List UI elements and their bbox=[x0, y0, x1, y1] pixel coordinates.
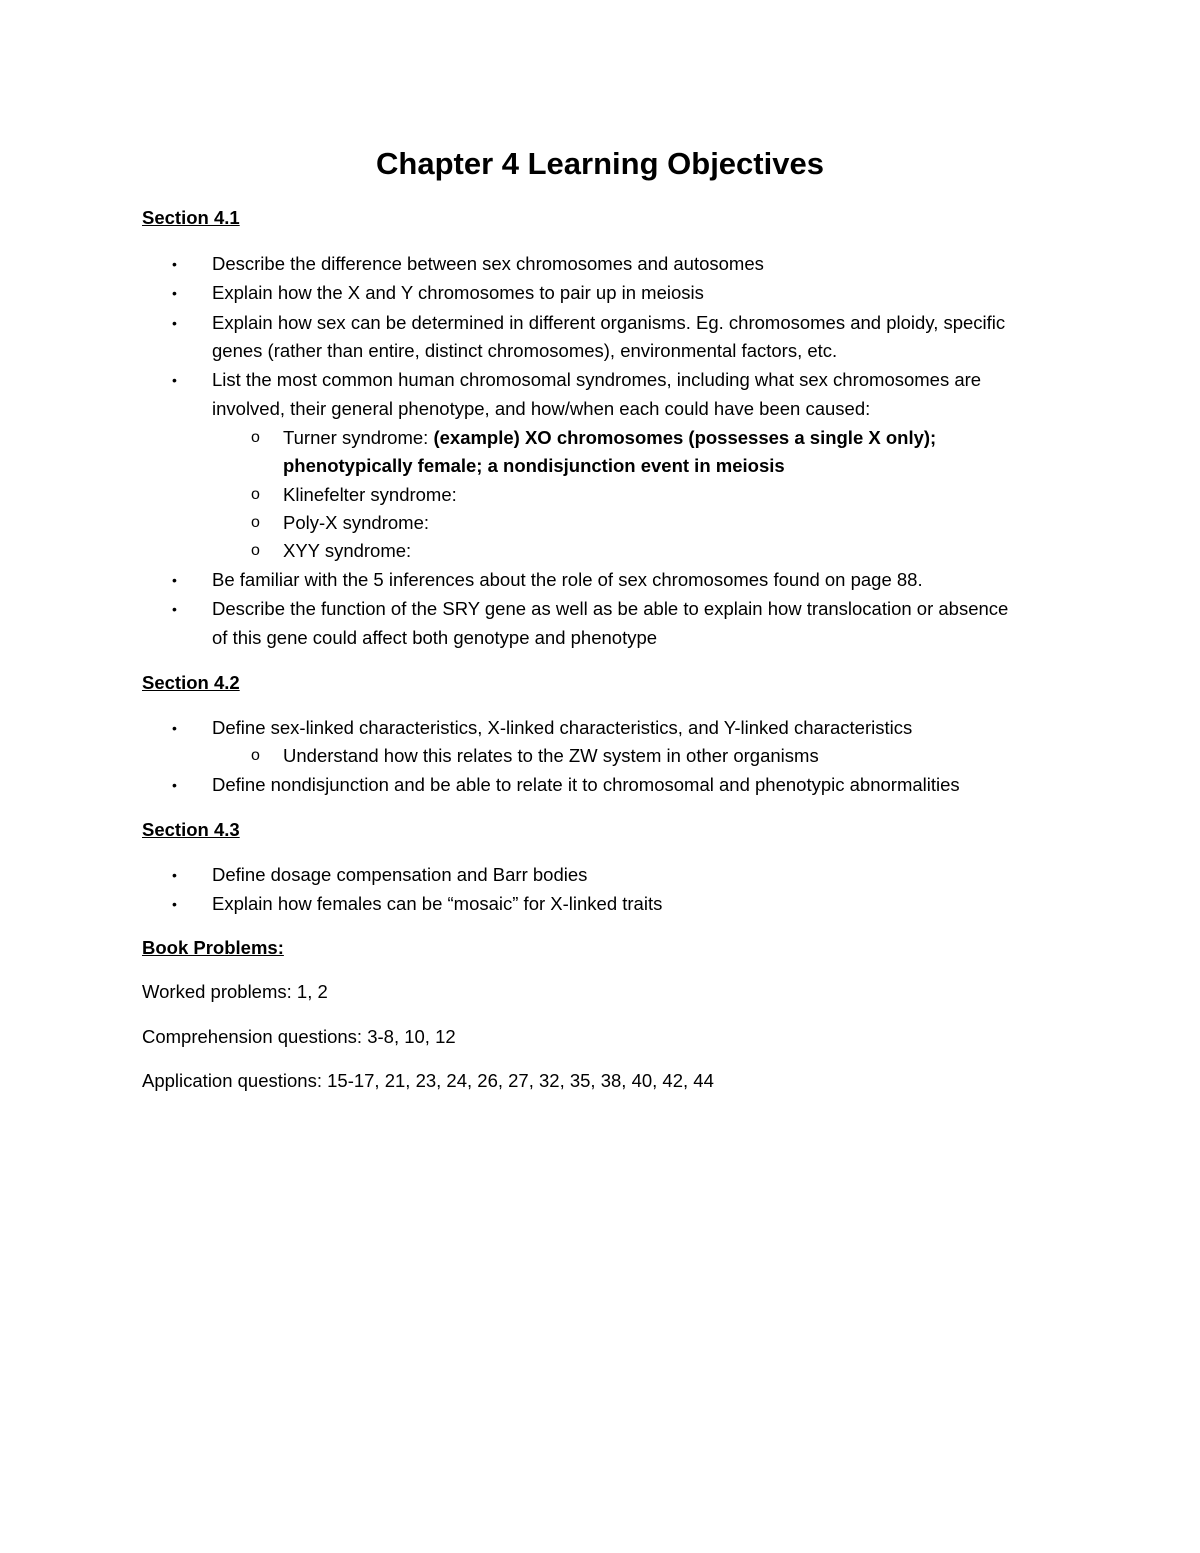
sub-bullet-icon: o bbox=[251, 486, 260, 503]
application-questions: Application questions: 15-17, 21, 23, 24, 26, 27, 32, 35, 38, 40, 42, 44 bbox=[142, 1070, 714, 1091]
objective-text: Define dosage compensation and Barr bodies bbox=[212, 864, 588, 885]
objective-text: Be familiar with the 5 inferences about the role of sex chromosomes found on page 88. bbox=[212, 569, 923, 590]
sub-objective-text: Understand how this relates to the ZW system in other organisms bbox=[283, 745, 819, 766]
objective-text-continued: genes (rather than entire, distinct chromosomes), environmental factors, etc. bbox=[212, 340, 838, 361]
objective-text: Describe the function of the SRY gene as well as be able to explain how translocation or absence bbox=[212, 598, 1009, 619]
book-problems-heading: Book Problems: bbox=[142, 937, 284, 958]
objective-text: Describe the difference between sex chromosomes and autosomes bbox=[212, 253, 764, 274]
bullet-icon: • bbox=[172, 315, 177, 331]
objective-text: List the most common human chromosomal syndromes, including what sex chromosomes are bbox=[212, 369, 982, 390]
objective-text: Explain how sex can be determined in different organisms. Eg. chromosomes and ploidy, specific bbox=[212, 312, 1006, 333]
sub-bullet-icon: o bbox=[251, 514, 260, 531]
page-title: Chapter 4 Learning Objectives bbox=[376, 146, 824, 181]
bullet-icon: • bbox=[172, 601, 177, 617]
objective-text: Explain how females can be “mosaic” for X-linked traits bbox=[212, 893, 663, 914]
sub-objective-text: XYY syndrome: bbox=[283, 540, 412, 561]
bullet-icon: • bbox=[172, 720, 177, 736]
section-heading-4-2: Section 4.2 bbox=[142, 672, 240, 693]
sub-bullet-icon: o bbox=[251, 747, 260, 764]
section-heading-4-1: Section 4.1 bbox=[142, 207, 240, 228]
bullet-icon: • bbox=[172, 572, 177, 588]
example-answer-continued: phenotypically female; a nondisjunction event in meiosis bbox=[283, 455, 785, 476]
section-heading-4-3: Section 4.3 bbox=[142, 819, 240, 840]
bullet-icon: • bbox=[172, 285, 177, 301]
bullet-icon: • bbox=[172, 867, 177, 883]
sub-objective-text: Poly-X syndrome: bbox=[283, 512, 429, 533]
sub-bullet-icon: o bbox=[251, 542, 260, 559]
sub-objective-text: Klinefelter syndrome: bbox=[283, 484, 457, 505]
comprehension-questions: Comprehension questions: 3-8, 10, 12 bbox=[142, 1026, 456, 1047]
bullet-icon: • bbox=[172, 777, 177, 793]
example-answer: (example) XO chromosomes (possesses a single X only); bbox=[433, 427, 937, 448]
syndrome-label: Turner syndrome: bbox=[283, 427, 434, 448]
bullet-icon: • bbox=[172, 372, 177, 388]
objective-text-continued: of this gene could affect both genotype and phenotype bbox=[212, 627, 658, 648]
objective-text: Define sex-linked characteristics, X-linked characteristics, and Y-linked characteristics bbox=[212, 717, 913, 738]
objective-text-continued: involved, their general phenotype, and how/when each could have been caused: bbox=[212, 398, 871, 419]
objective-text: Define nondisjunction and be able to relate it to chromosomal and phenotypic abnormalities bbox=[212, 774, 960, 795]
worked-problems: Worked problems: 1, 2 bbox=[142, 981, 328, 1002]
objective-text: Explain how the X and Y chromosomes to pair up in meiosis bbox=[212, 282, 704, 303]
bullet-icon: • bbox=[172, 896, 177, 912]
sub-objective-text bbox=[283, 426, 936, 450]
sub-bullet-icon: o bbox=[251, 429, 260, 446]
bullet-icon: • bbox=[172, 256, 177, 272]
